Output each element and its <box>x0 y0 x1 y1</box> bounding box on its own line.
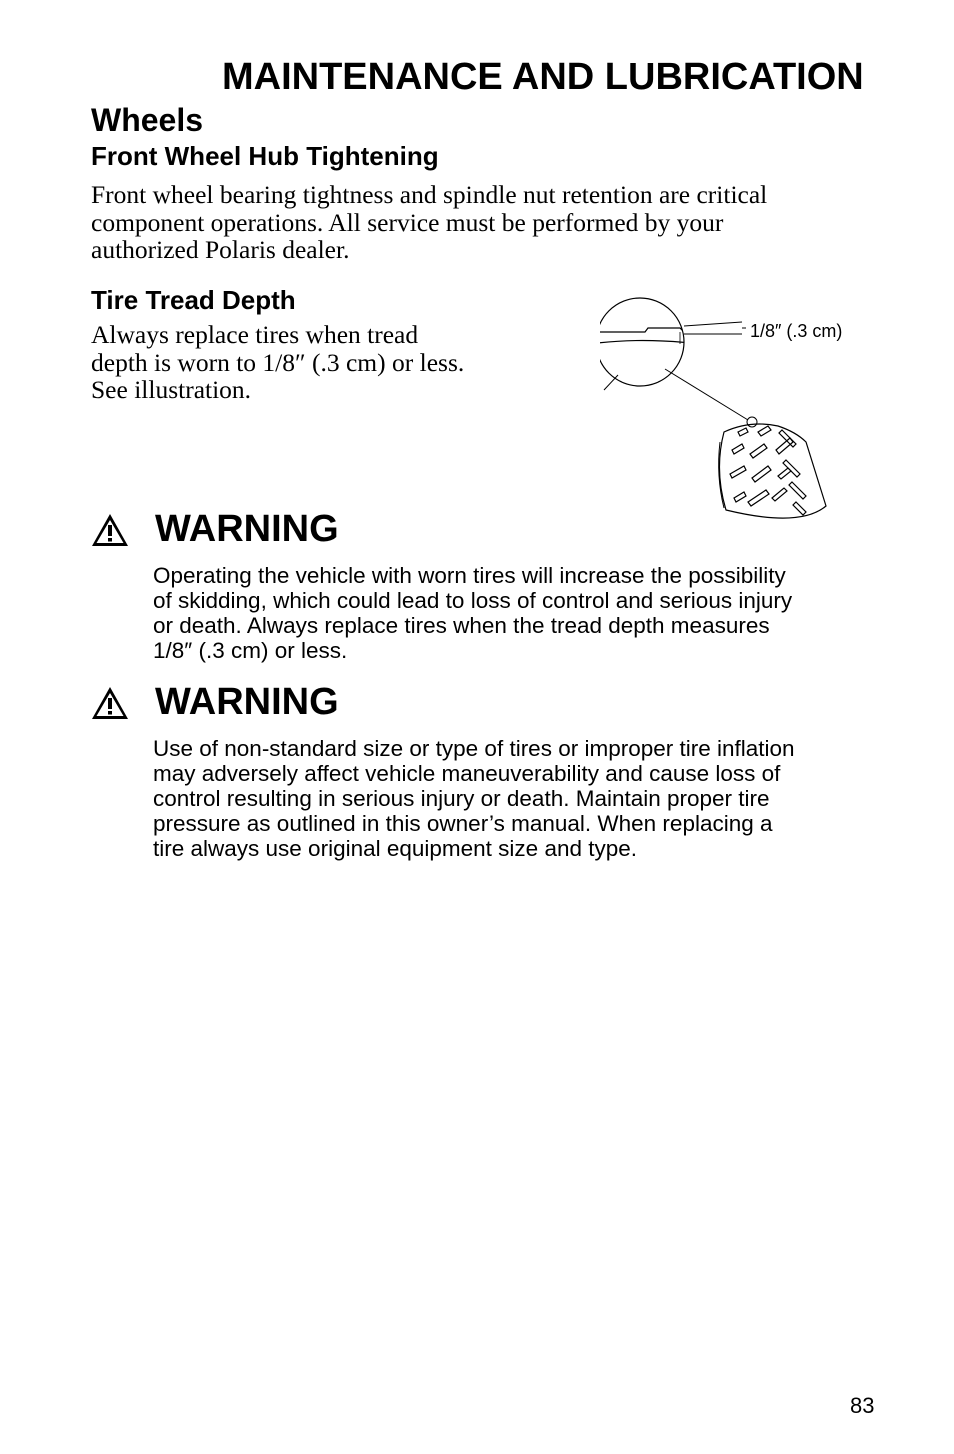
warning-triangle-icon <box>90 685 130 721</box>
warning-line: 1/8″ (.3 cm) or less. <box>153 638 348 663</box>
warning-line: pressure as outlined in this owner’s manual. When replacing a <box>153 811 773 836</box>
hub-heading: Front Wheel Hub Tightening <box>91 141 439 171</box>
warning-text-1 <box>153 563 888 663</box>
tread-heading: Tire Tread Depth <box>91 285 296 315</box>
warning-text-2 <box>153 736 888 861</box>
chapter-title: MAINTENANCE AND LUBRICATION <box>222 56 864 98</box>
warning-line: Use of non-standard size or type of tires or improper tire inflation <box>153 736 795 761</box>
paragraph-line: See illustration. <box>91 375 252 404</box>
warning-line: of skidding, which could lead to loss of control and serious injury <box>153 588 793 613</box>
tire-tread-icon <box>600 292 890 532</box>
warning-triangle-icon <box>90 512 130 548</box>
paragraph-line: component operations. All service must be performed by your <box>91 207 724 237</box>
paragraph-line: depth is worn to 1/8″ (.3 cm) or less. <box>91 347 465 377</box>
tread-paragraph <box>91 321 531 404</box>
paragraph-line: Always replace tires when tread <box>91 320 419 349</box>
warning-line: may adversely affect vehicle maneuverability and cause loss of <box>153 761 781 786</box>
warning-line: tire always use original equipment size and type. <box>153 836 638 861</box>
warning-title: WARNING <box>155 508 339 550</box>
page-number: 83 <box>850 1393 875 1418</box>
warning-line: Operating the vehicle with worn tires will increase the possibility <box>153 563 786 588</box>
hub-paragraph <box>91 181 851 264</box>
paragraph-line: authorized Polaris dealer. <box>91 235 350 264</box>
warning-title: WARNING <box>155 681 339 723</box>
section-title: Wheels <box>91 102 204 138</box>
warning-line: control resulting in serious injury or death. Maintain proper tire <box>153 786 770 811</box>
paragraph-line: Front wheel bearing tightness and spindle nut retention are critical <box>91 180 768 209</box>
warning-line: or death. Always replace tires when the tread depth measures <box>153 613 770 638</box>
warning-heading-1 <box>90 508 339 551</box>
warning-heading-2 <box>90 681 339 724</box>
tread-depth-label: 1/8″ (.3 cm) <box>750 321 843 341</box>
